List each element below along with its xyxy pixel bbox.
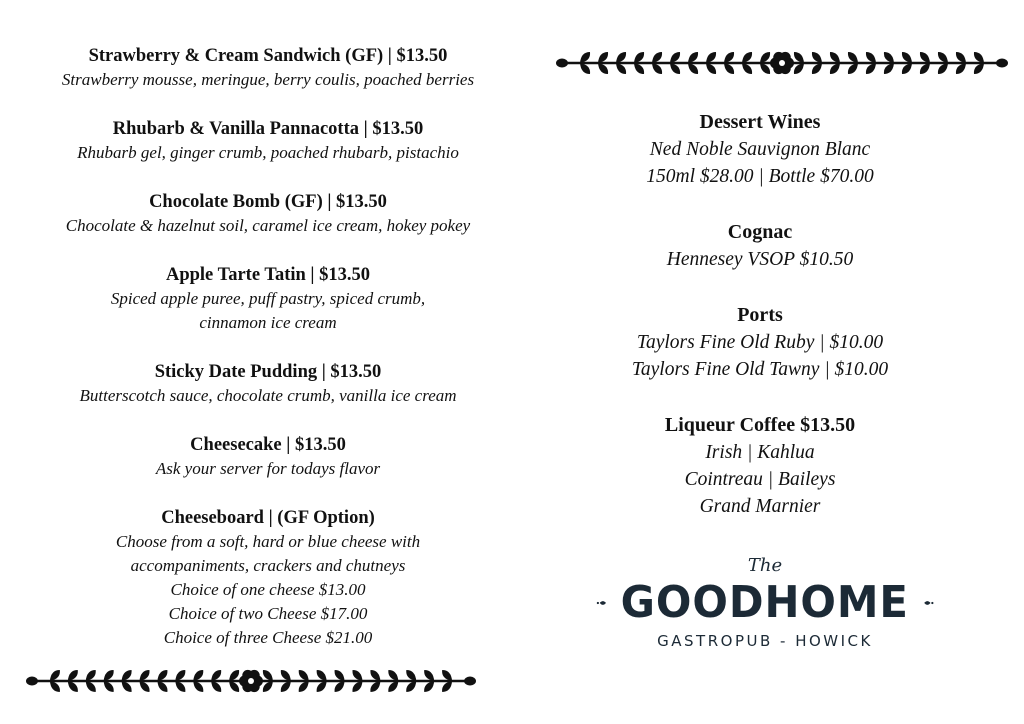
section-title: Ports [737, 304, 783, 326]
cheese-option: Choice of three Cheese $21.00 [163, 628, 373, 647]
cheese-option: Choice of two Cheese $17.00 [168, 604, 368, 623]
menu-item-strawberry [18, 44, 518, 92]
item-description: Rhubarb gel, ginger crumb, poached rhubarb, pistachio [77, 143, 459, 162]
item-description: accompaniments, crackers and chutneys [130, 556, 406, 575]
item-description: Strawberry mousse, meringue, berry coulis, poached berries [61, 70, 475, 89]
dessert-menu [18, 44, 518, 650]
leaf-ornament-icon [923, 596, 934, 610]
menu-section-liqueur-coffee [560, 411, 960, 520]
menu-item-cheesecake [18, 433, 518, 481]
item-description: Choose from a soft, hard or blue cheese with [115, 532, 421, 551]
goodhome-logo [590, 555, 940, 665]
menu-section-dessert-wines [560, 108, 960, 190]
item-description: Butterscotch sauce, chocolate crumb, vanilla ice cream [79, 386, 457, 405]
section-line: Cointreau | Baileys [684, 469, 836, 490]
item-title: Apple Tarte Tatin | $13.50 [165, 265, 371, 285]
menu-item-pannacotta [18, 117, 518, 165]
item-description: cinnamon ice cream [199, 313, 337, 332]
menu-item-tarte-tatin [18, 263, 518, 335]
menu-item-chocolate-bomb [18, 190, 518, 238]
section-line: Taylors Fine Old Tawny | $10.00 [631, 359, 889, 380]
vine-ornament-icon [556, 40, 1008, 86]
section-title: Cognac [727, 221, 793, 243]
section-line: Ned Noble Sauvignon Blanc [649, 139, 871, 160]
section-line: Grand Marnier [699, 496, 821, 517]
item-title: Strawberry & Cream Sandwich (GF) | $13.50 [88, 46, 448, 66]
section-line: Irish | Kahlua [705, 442, 815, 463]
logo-the: The [747, 555, 783, 576]
item-title: Sticky Date Pudding | $13.50 [154, 362, 382, 382]
item-title: Chocolate Bomb (GF) | $13.50 [149, 192, 387, 212]
cheese-option: Choice of one cheese $13.00 [170, 580, 366, 599]
drinks-menu [560, 108, 960, 548]
vine-ornament-icon [26, 658, 476, 704]
item-description: Ask your server for todays flavor [155, 459, 381, 478]
section-title: Liqueur Coffee $13.50 [664, 414, 856, 436]
menu-section-ports [560, 301, 960, 383]
section-line: 150ml $28.00 | Bottle $70.00 [646, 166, 874, 187]
logo-name: GOODHOME [620, 577, 910, 628]
logo-subtitle: GASTROPUB - HOWICK [657, 632, 873, 650]
menu-section-cognac [560, 218, 960, 273]
section-line: Hennesey VSOP $10.50 [666, 249, 854, 270]
menu-item-sticky-date [18, 360, 518, 408]
leaf-ornament-icon [596, 596, 607, 610]
section-line: Taylors Fine Old Ruby | $10.00 [636, 332, 884, 353]
item-title: Cheeseboard | (GF Option) [161, 508, 375, 528]
logo-main-row [590, 579, 940, 627]
item-description: Spiced apple puree, puff pastry, spiced crumb, [110, 289, 426, 308]
section-title: Dessert Wines [699, 111, 821, 133]
item-description: Chocolate & hazelnut soil, caramel ice cream, hokey pokey [65, 216, 471, 235]
item-title: Rhubarb & Vanilla Pannacotta | $13.50 [112, 119, 424, 139]
menu-item-cheeseboard [18, 506, 518, 650]
item-title: Cheesecake | $13.50 [190, 435, 346, 455]
